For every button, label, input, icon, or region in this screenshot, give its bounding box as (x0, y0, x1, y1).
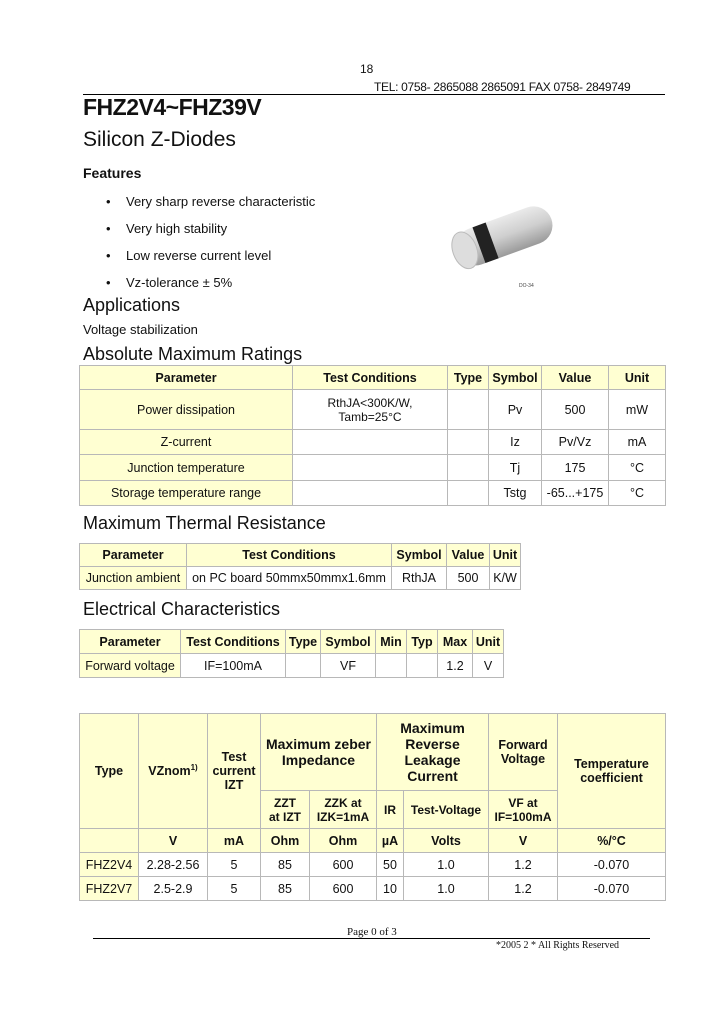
cell: RthJA (392, 567, 447, 590)
col-header: Maximum zeber Impedance (261, 714, 377, 791)
feature-item: • Low reverse current level (106, 248, 272, 263)
footer-rule (93, 938, 650, 939)
table-row (80, 877, 666, 901)
diode-image (444, 192, 564, 278)
cell: 1.0 (404, 877, 489, 901)
col-header: Symbol (392, 544, 447, 567)
hdr-line: VF at (508, 795, 538, 810)
cell (448, 390, 489, 430)
cell: Z-current (80, 430, 293, 455)
table-row (80, 567, 521, 590)
cell: -65...+175 (542, 481, 609, 506)
table-row (80, 853, 666, 877)
cell: 85 (261, 877, 310, 901)
col-header: Temperature coefficient (558, 714, 666, 829)
electrical-table (79, 629, 504, 678)
cell: FHZ2V4 (80, 853, 139, 877)
hdr-line: IF=100mA (494, 809, 552, 824)
col-header: Type (286, 630, 321, 654)
col-header: Test Conditions (293, 366, 448, 390)
cell: Forward voltage (80, 654, 181, 678)
cell: IF=100mA (181, 654, 286, 678)
cell: Storage temperature range (80, 481, 293, 506)
units-row (80, 829, 666, 853)
cell: K/W (490, 567, 521, 590)
col-header (139, 714, 208, 829)
cell: 600 (310, 877, 377, 901)
cell: -0.070 (558, 877, 666, 901)
diode-label: DO-34 (519, 283, 534, 289)
feature-text: Low reverse current level (126, 248, 272, 263)
sub-header (310, 791, 377, 829)
copyright: *2005 2 * All Rights Reserved (496, 940, 620, 951)
feature-text: Very high stability (126, 221, 228, 236)
feature-item: • Vz-tolerance ± 5% (106, 275, 233, 290)
cell: Tstg (489, 481, 542, 506)
cell (376, 654, 407, 678)
cell: Volts (404, 829, 489, 853)
col-header: Symbol (489, 366, 542, 390)
cell: mA (609, 430, 666, 455)
cell: Junction temperature (80, 455, 293, 481)
hdr-line: ZZK at (324, 795, 362, 810)
cell (448, 430, 489, 455)
thermal-table (79, 543, 521, 590)
col-header: Parameter (80, 366, 293, 390)
electrical-heading: Electrical Characteristics (83, 599, 281, 619)
cell: °C (609, 481, 666, 506)
col-header: Value (447, 544, 490, 567)
cell: V (139, 829, 208, 853)
cell: 85 (261, 853, 310, 877)
cell (293, 481, 448, 506)
col-header: Parameter (80, 544, 187, 567)
applications-text: Voltage stabilization (83, 322, 198, 337)
cell (80, 829, 139, 853)
types-table (79, 713, 666, 901)
col-header: Forward Voltage (489, 714, 558, 791)
cell (293, 430, 448, 455)
cell: VF (321, 654, 376, 678)
cell: 1.2 (438, 654, 473, 678)
cell: 600 (310, 853, 377, 877)
hdr-line: at IZT (269, 809, 301, 824)
sub-header: Test-Voltage (404, 791, 489, 829)
cell: mA (208, 829, 261, 853)
feature-item: • Very sharp reverse characteristic (106, 194, 316, 209)
col-header: Value (542, 366, 609, 390)
feature-item: • Very high stability (106, 221, 228, 236)
cell: V (473, 654, 504, 678)
table-row (80, 455, 666, 481)
cell: Pv (489, 390, 542, 430)
cell: Tj (489, 455, 542, 481)
col-header: Symbol (321, 630, 376, 654)
cell: µA (377, 829, 404, 853)
col-header (208, 714, 261, 829)
header-contact: TEL: 0758- 2865088 2865091 FAX 0758- 2849749 (374, 80, 631, 94)
table-row (80, 481, 666, 506)
hdr-line: IZK=1mA (316, 809, 370, 824)
table-row (80, 390, 666, 430)
vz-text: VZnom (148, 764, 191, 779)
cell: V (489, 829, 558, 853)
col-header: Unit (609, 366, 666, 390)
cell: FHZ2V7 (80, 877, 139, 901)
page-number: Page 0 of 3 (347, 926, 397, 938)
sub-header: IR (377, 791, 404, 829)
cell (407, 654, 438, 678)
cell: -0.070 (558, 853, 666, 877)
thermal-heading: Maximum Thermal Resistance (83, 513, 326, 533)
cell (293, 390, 448, 430)
cell: mW (609, 390, 666, 430)
sub-header (489, 791, 558, 829)
abs-max-heading: Absolute Maximum Ratings (83, 344, 303, 364)
feature-text: Very sharp reverse characteristic (126, 194, 316, 209)
cell: 5 (208, 853, 261, 877)
cell (286, 654, 321, 678)
col-header: Maximum Reverse Leakage Current (377, 714, 489, 791)
cell (448, 481, 489, 506)
cond-line: Tamb=25°C (338, 409, 402, 424)
hdr-line: IZT (224, 778, 244, 792)
header-top-text: 18 (360, 62, 374, 76)
cell: Ohm (310, 829, 377, 853)
cell: 2.28-2.56 (139, 853, 208, 877)
hdr-line: current (212, 764, 256, 778)
abs-max-table (79, 365, 666, 506)
cell: 1.2 (489, 877, 558, 901)
page-title: FHZ2V4~FHZ39V (83, 94, 262, 120)
cell: 500 (447, 567, 490, 590)
sub-header (261, 791, 310, 829)
cell: Iz (489, 430, 542, 455)
cell: 5 (208, 877, 261, 901)
col-header: Unit (473, 630, 504, 654)
cell: 1.2 (489, 853, 558, 877)
col-header: Test Conditions (187, 544, 392, 567)
cell: Pv/Vz (542, 430, 609, 455)
features-heading: Features (83, 165, 142, 181)
cell: %/°C (558, 829, 666, 853)
col-header: Min (376, 630, 407, 654)
vz-note: 1) (190, 763, 198, 773)
cell: Ohm (261, 829, 310, 853)
col-header: Type (448, 366, 489, 390)
col-header: Type (80, 714, 139, 829)
cell: Power dissipation (80, 390, 293, 430)
feature-text: Vz-tolerance ± 5% (126, 275, 233, 290)
cell: 2.5-2.9 (139, 877, 208, 901)
col-header: Test Conditions (181, 630, 286, 654)
col-header: Parameter (80, 630, 181, 654)
applications-heading: Applications (83, 295, 181, 315)
col-header: Max (438, 630, 473, 654)
hdr-line: ZZT (274, 795, 296, 810)
col-header: Typ (407, 630, 438, 654)
cell: on PC board 50mmx50mmx1.6mm (187, 567, 392, 590)
cell: 10 (377, 877, 404, 901)
cell: 175 (542, 455, 609, 481)
table-row (80, 430, 666, 455)
cell: °C (609, 455, 666, 481)
cell: 1.0 (404, 853, 489, 877)
cell: 500 (542, 390, 609, 430)
cell (293, 455, 448, 481)
page-subtitle: Silicon Z-Diodes (83, 128, 236, 151)
cell: 50 (377, 853, 404, 877)
hdr-line: Test (221, 750, 247, 764)
table-row (80, 654, 504, 678)
cell: Junction ambient (80, 567, 187, 590)
cell (448, 455, 489, 481)
col-header: Unit (490, 544, 521, 567)
cond-line: RthJA<300K/W, (327, 395, 413, 410)
